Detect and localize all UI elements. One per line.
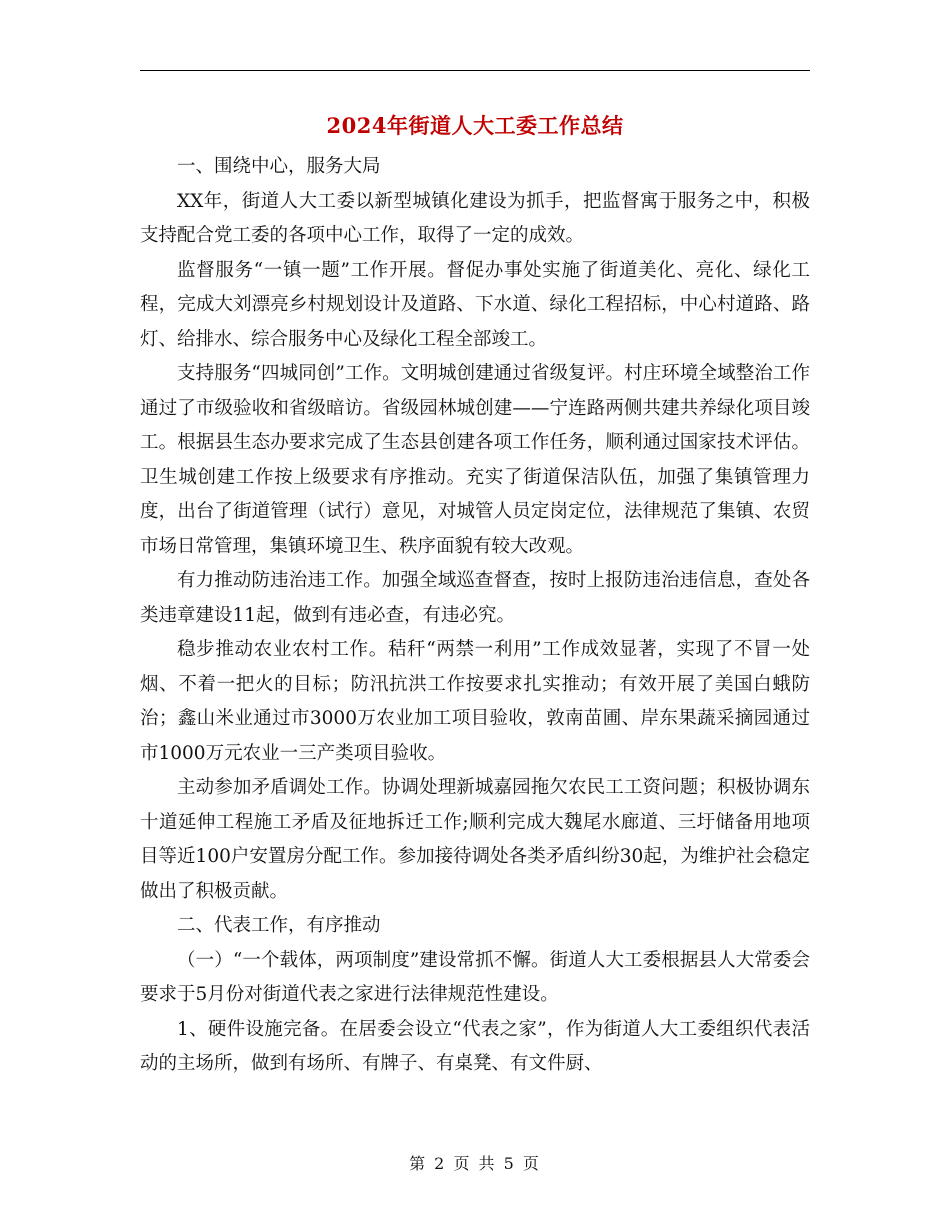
body-paragraph: 稳步推动农业农村工作。秸秆“两禁一利用”工作成效显著，实现了不冒一处烟、不着一把火的目标；防汛抗洪工作按要求扎实推动；有效开展了美国白蛾防治；鑫山米业通过市3000万农业加工项目验收，敦南苗圃、岸东果蔬采摘园通过市1000万元农业一三产类项目验收。 xyxy=(140,639,810,764)
body-paragraph: 主动参加矛盾调处工作。协调处理新城嘉园拖欠农民工工资问题；积极协调东十道延伸工程施工矛盾及征地拆迁工作;顺利完成大魏尾水廊道、三圩储备用地项目等近100户安置房分配工作。参加接待调处各类矛盾纠纷30起，为维护社会稳定做出了积极贡献。 xyxy=(140,777,810,902)
body-paragraph: XX年，街道人大工委以新型城镇化建设为抓手，把监督寓于服务之中，积极支持配合党工委的各项中心工作，取得了一定的成效。 xyxy=(140,190,810,246)
body-paragraph: 有力推动防违治违工作。加强全域巡查督查，按时上报防违治违信息，查处各类违章建设11起，做到有违必查，有违必究。 xyxy=(140,570,810,626)
body-paragraph: 支持服务“四城同创”工作。文明城创建通过省级复评。村庄环境全域整治工作通过了市级验收和省级暗访。省级园林城创建——宁连路两侧共建共养绿化项目竣工。根据县生态办要求完成了生态县创建各项工作任务，顺利通过国家技术评估。卫生城创建工作按上级要求有序推动。充实了街道保洁队伍，加强了集镇管理力度，出台了街道管理（试行）意见，对城管人员定岗定位，法律规范了集镇、农贸市场日常管理，集镇环境卫生、秩序面貌有较大改观。 xyxy=(140,363,810,557)
body-paragraph: （一）“一个载体，两项制度”建设常抓不懈。街道人大工委根据县人大常委会要求于5月份对街道代表之家进行法律规范性建设。 xyxy=(140,949,810,1005)
document-body xyxy=(140,150,810,1082)
header-rule xyxy=(140,70,810,71)
page-number-footer: 第 2 页 共 5 页 xyxy=(409,1154,541,1173)
section-heading-1: 一、围绕中心，服务大局 xyxy=(177,156,381,177)
section-heading-2: 二、代表工作，有序推动 xyxy=(177,915,381,936)
document-title: 2024年街道人大工委工作总结 xyxy=(326,113,624,138)
body-paragraph: 监督服务“一镇一题”工作开展。督促办事处实施了街道美化、亮化、绿化工程，完成大刘漂亮乡村规划设计及道路、下水道、绿化工程招标，中心村道路、路灯、给排水、综合服务中心及绿化工程全部竣工。 xyxy=(140,259,810,350)
body-paragraph: 1、硬件设施完备。在居委会设立“代表之家”，作为街道人大工委组织代表活动的主场所，做到有场所、有牌子、有桌凳、有文件厨、 xyxy=(140,1018,810,1074)
